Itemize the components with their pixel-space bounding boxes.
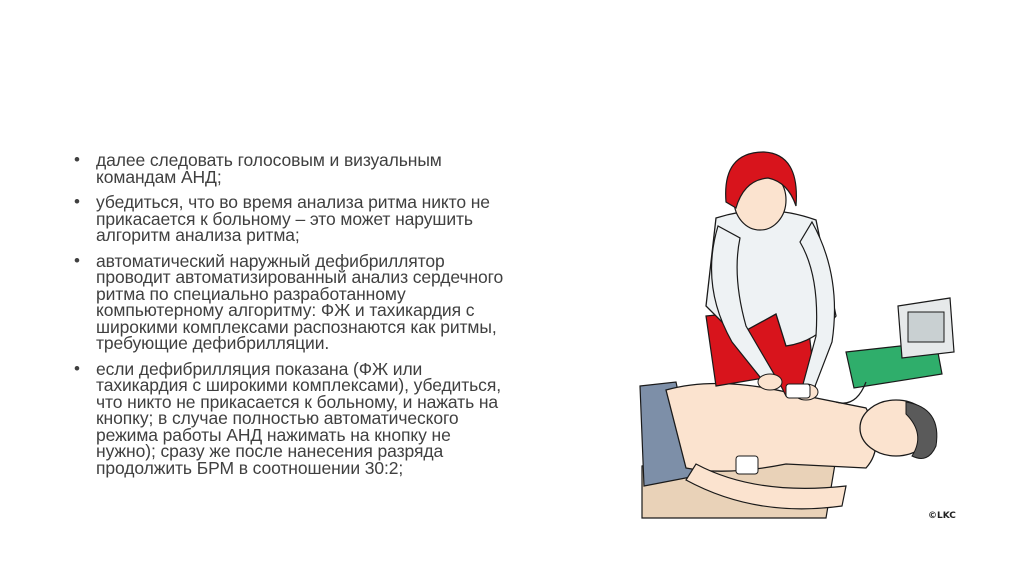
bullet-icon: • xyxy=(74,150,80,169)
illustration-logo: ©LKC xyxy=(928,511,956,521)
bullet-text: далее следовать голосовым и визуальным командам АНД; xyxy=(96,150,442,187)
bullet-icon: • xyxy=(74,250,80,270)
bullet-text: убедиться, что во время анализа ритма никто не прикасается к больному – это может нарушить алгоритм анализа ритма; xyxy=(96,192,490,245)
bullet-item xyxy=(74,152,514,185)
electrode-pad-2-icon xyxy=(786,384,810,398)
bullet-item xyxy=(74,358,514,478)
bullet-text: автоматический наружный дефибриллятор проводит автоматизированный анализ сердечного ритма по специально разработанному компьютерному алгоритму: ФЖ и тахикардия с широкими комплексами распознаются как ритмы, требующие дефибрилляции. xyxy=(96,250,504,353)
electrode-pad-icon xyxy=(736,456,758,474)
bullet-item xyxy=(74,194,514,244)
bullet-icon: • xyxy=(74,358,80,378)
bullet-icon: • xyxy=(74,192,80,211)
bullet-list xyxy=(74,152,514,485)
aed-rescue-illustration xyxy=(636,146,962,524)
bullet-item xyxy=(74,250,514,353)
aed-screen-icon xyxy=(908,312,944,342)
patient-torso xyxy=(666,383,876,471)
bullet-text: если дефибрилляция показана (ФЖ или тахикардия с широкими комплексами), убедиться, что никто не прикасается к больному, и нажать на кнопку; в случае полностью автоматического режима работы АНД нажимать на кнопку не нужно); сразу же после нанесения разряда продолжить БРМ в соотношении 30:2; xyxy=(96,358,501,478)
rescuer-hand-left xyxy=(758,374,782,390)
